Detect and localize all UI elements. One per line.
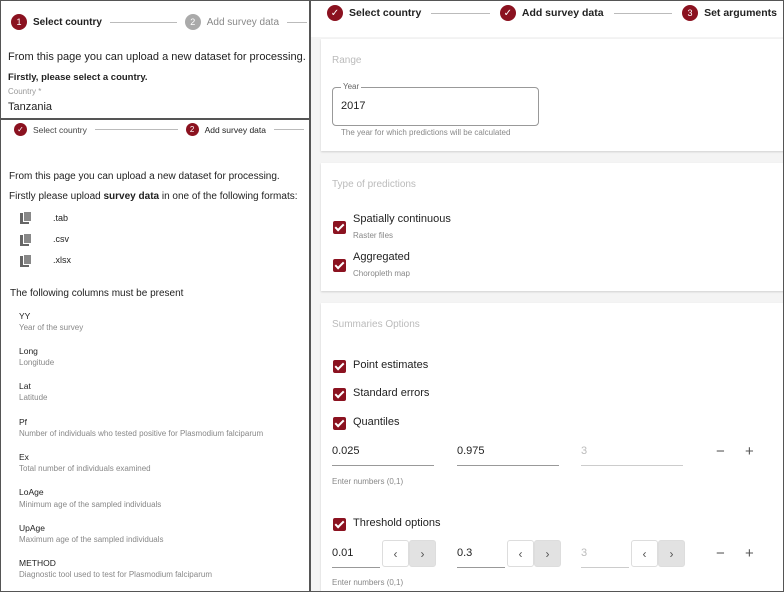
step-number-1: 1 xyxy=(11,14,27,30)
column-name: Ex xyxy=(19,452,29,462)
format-tab: .tab xyxy=(53,213,69,223)
step-label: Select country xyxy=(33,16,102,28)
threshold-2-next-button[interactable]: › xyxy=(534,540,561,567)
panel-add-survey-data xyxy=(0,119,310,592)
year-input[interactable] xyxy=(332,82,539,126)
panel-select-country xyxy=(0,0,310,119)
aggregated-label: Aggregated xyxy=(353,251,410,263)
quantiles-label: Quantiles xyxy=(353,416,400,428)
step-connector xyxy=(110,22,177,23)
file-copy-icon xyxy=(20,233,32,247)
input-underline xyxy=(332,465,434,466)
column-name: Long xyxy=(19,346,38,356)
panel-set-arguments xyxy=(310,0,784,592)
year-value: 2017 xyxy=(341,100,366,112)
country-label: Country * xyxy=(8,87,42,96)
range-title: Range xyxy=(332,55,362,66)
step-select-country[interactable] xyxy=(14,123,87,136)
year-label: Year xyxy=(343,82,360,91)
threshold-value: 3 xyxy=(581,547,588,559)
range-card xyxy=(321,39,784,151)
format-csv: .csv xyxy=(53,234,70,244)
column-desc: Total number of individuals examined xyxy=(19,464,151,473)
summaries-title: Summaries Options xyxy=(332,319,420,330)
threshold-1-next-button[interactable]: › xyxy=(409,540,436,567)
threshold-value: 0.3 xyxy=(457,547,473,559)
input-underline xyxy=(457,465,559,466)
threshold-checkbox[interactable] xyxy=(333,518,346,531)
step-connector xyxy=(95,129,178,130)
prompt-bold: survey data xyxy=(103,191,160,202)
step-connector xyxy=(287,22,307,23)
step-select-country[interactable] xyxy=(327,5,421,21)
column-name: YY xyxy=(19,311,31,321)
step-set-arguments[interactable] xyxy=(682,5,777,21)
column-desc: Year of the survey xyxy=(19,323,84,332)
prompt-post: in one of the following formats: xyxy=(159,191,298,202)
step-add-survey-data[interactable] xyxy=(186,123,266,136)
step-label: Add survey data xyxy=(206,16,279,28)
step-label: Add survey data xyxy=(521,7,604,19)
spatial-label: Spatially continuous xyxy=(353,213,451,225)
input-underline xyxy=(581,465,683,466)
step-add-survey-data[interactable] xyxy=(185,14,279,30)
intro-text: From this page you can upload a new dataset for processing. xyxy=(8,51,306,63)
column-desc: Diagnostic tool used to test for Plasmodium falciparum xyxy=(19,570,212,579)
step-select-country[interactable] xyxy=(11,14,102,30)
threshold-label: Threshold options xyxy=(353,517,441,529)
step-connector xyxy=(431,13,490,14)
threshold-1-prev-button[interactable]: ‹ xyxy=(382,540,409,567)
stepper xyxy=(11,14,307,30)
check-icon: ✓ xyxy=(327,5,343,21)
predictions-card xyxy=(321,163,784,291)
quantile-value: 0.975 xyxy=(457,445,485,457)
input-underline xyxy=(581,567,629,568)
step-label: Add survey data xyxy=(204,124,266,135)
quantiles-checkbox[interactable] xyxy=(333,417,346,430)
step-label: Select country xyxy=(33,124,87,135)
intro-text: From this page you can upload a new dataset for processing. xyxy=(9,171,280,182)
file-copy-icon xyxy=(20,254,32,268)
aggregated-checkbox[interactable] xyxy=(333,259,346,272)
file-copy-icon xyxy=(20,211,32,225)
column-name: METHOD xyxy=(19,558,56,568)
threshold-hint: Enter numbers (0,1) xyxy=(332,578,404,587)
quantiles-hint: Enter numbers (0,1) xyxy=(332,477,404,486)
column-desc: Latitude xyxy=(19,393,48,402)
input-underline xyxy=(457,567,505,568)
column-name: LoAge xyxy=(19,487,44,497)
predictions-title: Type of predictions xyxy=(332,179,416,190)
step-add-survey-data[interactable] xyxy=(500,5,604,21)
column-desc: Minimum age of the sampled individuals xyxy=(19,500,162,509)
step-connector xyxy=(614,13,673,14)
threshold-2-prev-button[interactable]: ‹ xyxy=(507,540,534,567)
spatial-sub: Raster files xyxy=(353,231,394,240)
standard-errors-label: Standard errors xyxy=(353,387,430,399)
prompt-text xyxy=(9,191,298,202)
country-value[interactable]: Tanzania xyxy=(8,101,53,113)
quantile-value: 0.025 xyxy=(332,445,360,457)
input-underline xyxy=(332,567,380,568)
stepper xyxy=(14,123,304,136)
aggregated-sub: Choropleth map xyxy=(353,269,410,278)
check-icon: ✓ xyxy=(14,123,27,136)
step-number-3: 3 xyxy=(682,5,698,21)
step-number-2: 2 xyxy=(185,14,201,30)
stepper xyxy=(327,5,777,21)
step-label: Set arguments xyxy=(704,7,777,19)
threshold-3-next-button[interactable]: › xyxy=(658,540,685,567)
threshold-remove-button[interactable]: − xyxy=(716,545,725,562)
standard-errors-checkbox[interactable] xyxy=(333,388,346,401)
quantile-value: 3 xyxy=(581,445,588,457)
prompt-text: Firstly, please select a country. xyxy=(8,72,148,83)
step-label: Select country xyxy=(349,7,422,19)
column-name: Lat xyxy=(19,381,31,391)
quantiles-add-button[interactable]: + xyxy=(745,443,754,460)
quantiles-remove-button[interactable]: − xyxy=(716,443,725,460)
spatial-checkbox[interactable] xyxy=(333,221,346,234)
column-desc: Maximum age of the sampled individuals xyxy=(19,535,164,544)
summaries-card xyxy=(321,303,784,592)
step-connector xyxy=(274,129,304,130)
year-hint: The year for which predictions will be calculated xyxy=(341,128,511,137)
step-number-2: 2 xyxy=(186,123,199,136)
columns-header: The following columns must be present xyxy=(10,288,184,299)
point-estimates-checkbox[interactable] xyxy=(333,360,346,373)
prompt-pre: Firstly please upload xyxy=(9,191,104,202)
threshold-value: 0.01 xyxy=(332,547,354,559)
column-desc: Number of individuals who tested positive for Plasmodium falciparum xyxy=(19,429,264,438)
format-xlsx: .xlsx xyxy=(53,255,71,265)
point-estimates-label: Point estimates xyxy=(353,359,429,371)
column-name: UpAge xyxy=(19,523,45,533)
check-icon: ✓ xyxy=(500,5,516,21)
column-name: Pf xyxy=(19,417,28,427)
threshold-add-button[interactable]: + xyxy=(745,545,754,562)
column-desc: Longitude xyxy=(19,358,55,367)
threshold-3-prev-button[interactable]: ‹ xyxy=(631,540,658,567)
